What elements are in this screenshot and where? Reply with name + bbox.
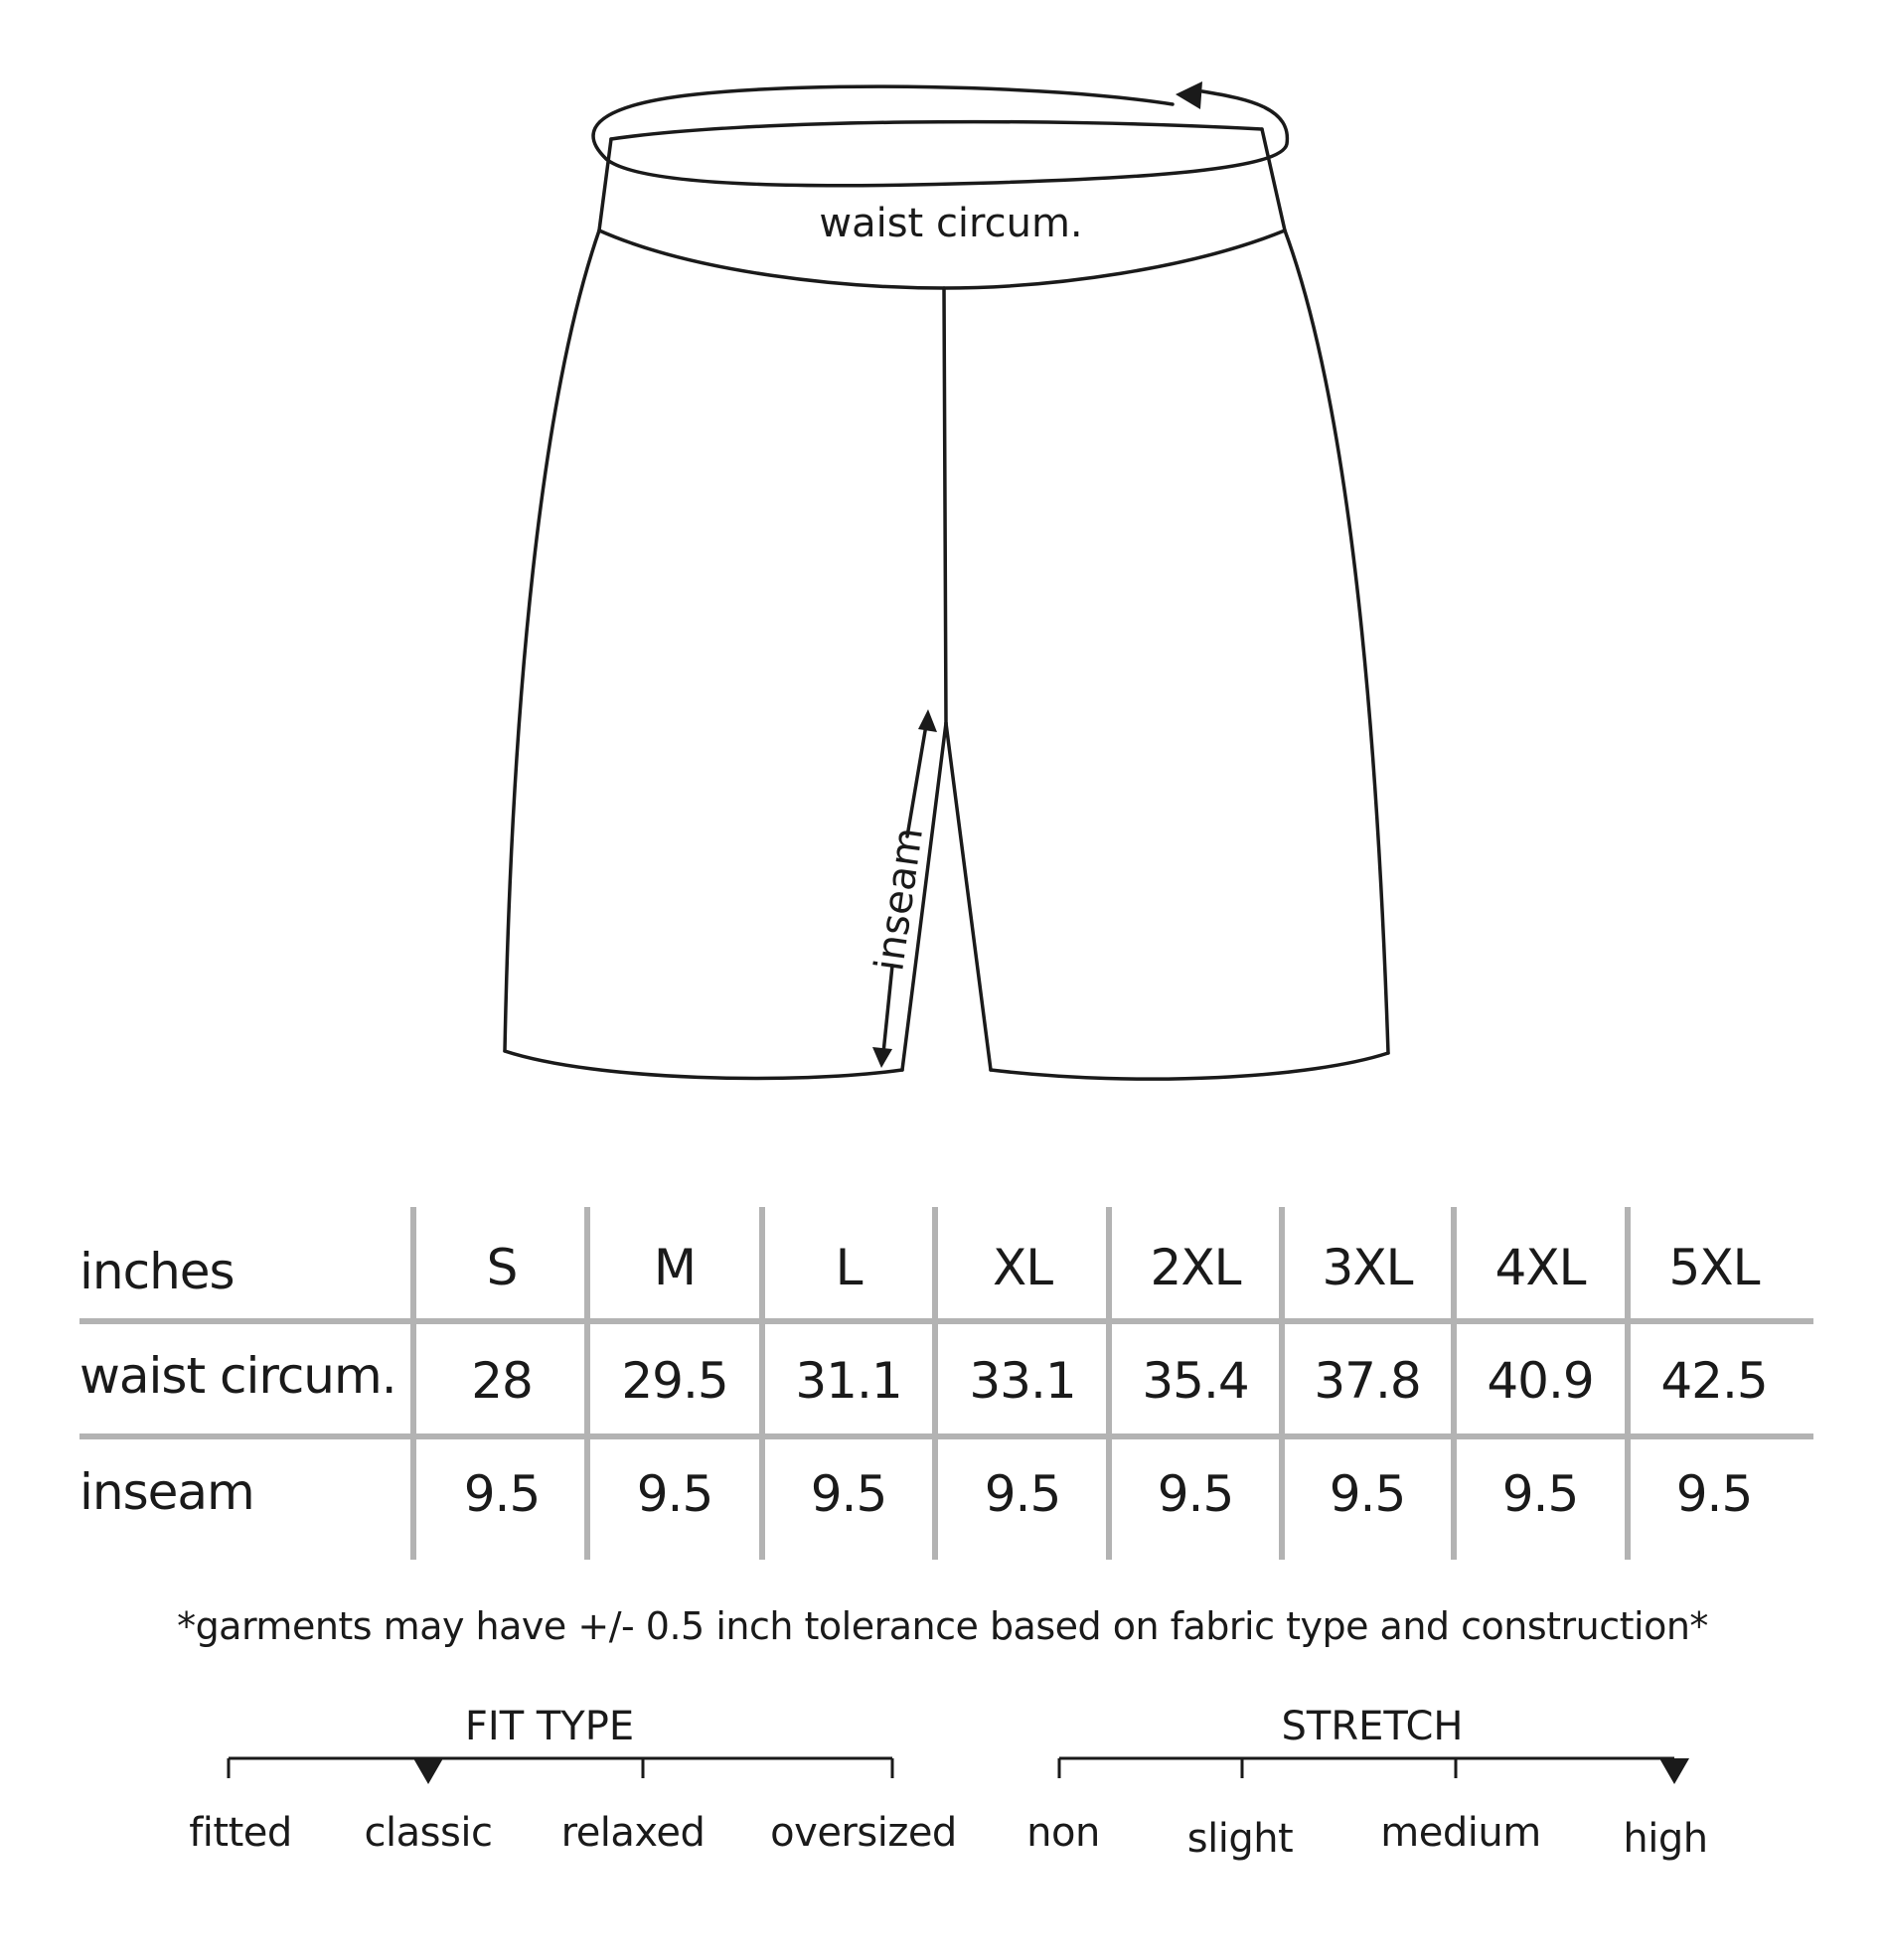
waist-label: waist circum. xyxy=(819,201,1083,246)
column-divider xyxy=(1106,1207,1112,1560)
left-hem xyxy=(505,1051,902,1078)
right-inseam xyxy=(946,723,991,1070)
tolerance-note: *garments may have +/- 0.5 inch tolerance based on fabric type and construction* xyxy=(177,1604,1708,1648)
table-cell: 9.5 xyxy=(810,1465,887,1523)
waistband-top xyxy=(611,122,1262,139)
size-header: M xyxy=(653,1239,697,1296)
right-hem xyxy=(991,1053,1388,1079)
column-divider xyxy=(932,1207,938,1560)
unit-header: inches xyxy=(79,1243,235,1300)
table-cell: 9.5 xyxy=(1675,1465,1753,1523)
right-outer-seam xyxy=(1285,230,1388,1053)
row-label-inseam: inseam xyxy=(79,1463,254,1521)
size-header: 3XL xyxy=(1322,1239,1413,1296)
column-divider xyxy=(1451,1207,1457,1560)
table-cell: 9.5 xyxy=(984,1465,1061,1523)
table-divider xyxy=(79,1433,1813,1439)
stretch-marker-icon xyxy=(1659,1758,1689,1784)
inseam-measure-upper xyxy=(907,725,926,836)
size-header: L xyxy=(835,1239,863,1296)
table-cell: 9.5 xyxy=(1157,1465,1234,1523)
stretch-title: STRETCH xyxy=(1281,1704,1464,1749)
size-header: XL xyxy=(992,1239,1053,1296)
fit-option: fitted xyxy=(189,1810,292,1856)
stretch-option: slight xyxy=(1186,1816,1294,1862)
table-cell: 31.1 xyxy=(795,1352,902,1410)
center-seam xyxy=(944,288,946,723)
column-divider xyxy=(1625,1207,1631,1560)
table-cell: 9.5 xyxy=(1329,1465,1406,1523)
inseam-arrowhead-bottom xyxy=(872,1047,892,1068)
column-divider xyxy=(1279,1207,1285,1560)
table-cell: 9.5 xyxy=(463,1465,541,1523)
table-cell: 29.5 xyxy=(621,1352,728,1410)
stretch-option: medium xyxy=(1380,1810,1541,1856)
column-divider xyxy=(410,1207,416,1560)
inseam-label: inseam xyxy=(866,825,933,975)
fit-option: relaxed xyxy=(560,1810,706,1856)
stretch-scale xyxy=(0,1748,1885,1808)
table-cell: 37.8 xyxy=(1314,1352,1421,1410)
table-cell: 40.9 xyxy=(1487,1352,1594,1410)
size-header: 4XL xyxy=(1494,1239,1586,1296)
waistband-right-side xyxy=(1262,129,1285,230)
waist-measure-loop xyxy=(593,86,1287,186)
fit-type-title: FIT TYPE xyxy=(464,1704,635,1749)
inseam-measure-lower xyxy=(883,966,892,1053)
left-outer-seam xyxy=(505,230,599,1051)
table-divider xyxy=(79,1318,1813,1324)
table-cell: 42.5 xyxy=(1660,1352,1768,1410)
column-divider xyxy=(584,1207,590,1560)
size-header: 2XL xyxy=(1150,1239,1241,1296)
stretch-option: high xyxy=(1623,1816,1708,1862)
table-cell: 28 xyxy=(471,1352,533,1410)
row-label-waist: waist circum. xyxy=(79,1347,396,1405)
table-cell: 35.4 xyxy=(1142,1352,1249,1410)
fit-option: oversized xyxy=(770,1810,957,1856)
size-header: S xyxy=(486,1239,518,1296)
size-header: 5XL xyxy=(1668,1239,1760,1296)
table-cell: 9.5 xyxy=(636,1465,713,1523)
fit-option: classic xyxy=(364,1810,493,1856)
table-cell: 9.5 xyxy=(1501,1465,1579,1523)
column-divider xyxy=(759,1207,765,1560)
inseam-arrowhead-top xyxy=(918,709,937,732)
table-cell: 33.1 xyxy=(969,1352,1076,1410)
stretch-option: non xyxy=(1026,1810,1100,1856)
waist-arrowhead xyxy=(1176,81,1202,109)
size-table xyxy=(79,1207,1813,1560)
